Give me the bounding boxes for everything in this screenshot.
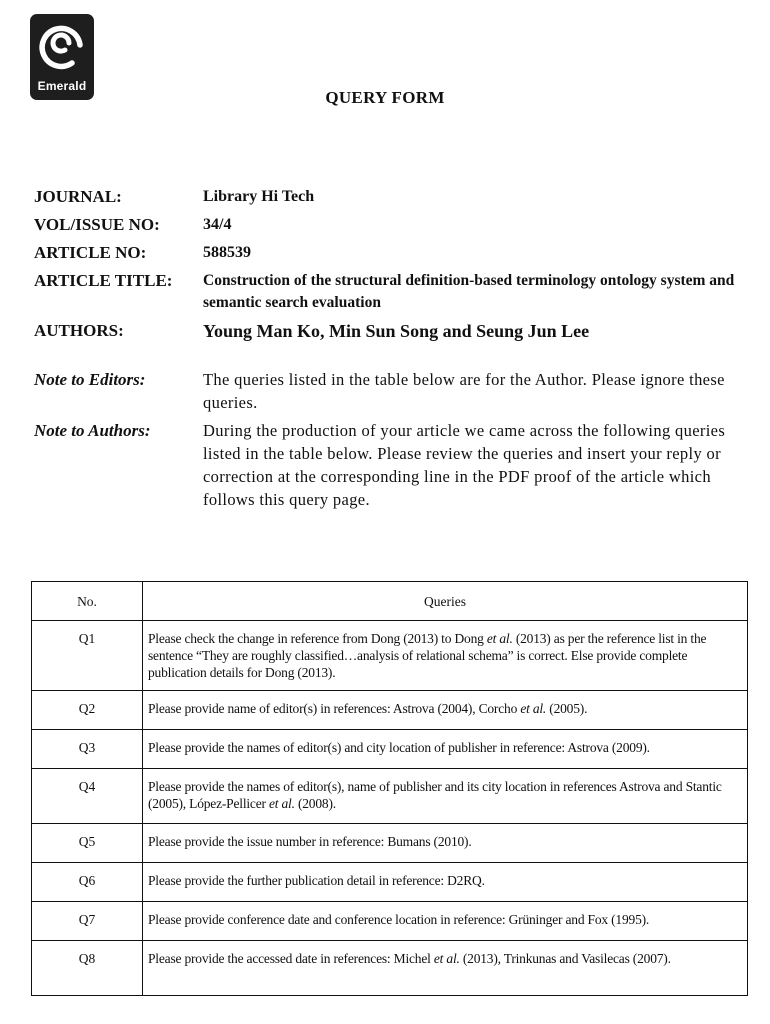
article-no-row	[34, 242, 754, 264]
query-text: Please provide the names of editor(s) and city location of publisher in reference: Astrova (2009).	[143, 730, 748, 769]
emerald-e-icon	[38, 23, 86, 75]
journal-value: Library Hi Tech	[203, 188, 315, 205]
query-text: Please provide the further publication detail in reference: D2RQ.	[143, 863, 748, 902]
query-text: Please provide name of editor(s) in references: Astrova (2004), Corcho et al. (2005).	[143, 691, 748, 730]
note-to-authors	[34, 419, 759, 511]
header-queries: Queries	[143, 582, 748, 621]
article-metadata	[34, 186, 754, 348]
article-title-row	[34, 270, 754, 314]
page-title: QUERY FORM	[325, 88, 445, 107]
table-row	[32, 691, 748, 730]
note-to-editors	[34, 368, 759, 414]
note-authors-text: During the production of your article we came across the following queries listed in the table below. Please review the queries and insert your reply or correction at the corresponding line in the PDF proof of the article which follows this query page.	[203, 421, 726, 509]
query-number: Q7	[32, 902, 143, 941]
query-number: Q8	[32, 941, 143, 996]
article-no-value: 588539	[203, 244, 251, 261]
vol-issue-value: 34/4	[203, 216, 232, 233]
table-row	[32, 941, 748, 996]
article-no-label: ARTICLE NO:	[34, 243, 147, 262]
notes-section	[34, 368, 759, 516]
note-editors-label: Note to Editors:	[34, 370, 146, 389]
header-no: No.	[32, 582, 143, 621]
logo-text: Emerald	[37, 79, 87, 93]
query-number: Q1	[32, 621, 143, 691]
query-number: Q2	[32, 691, 143, 730]
table-row	[32, 621, 748, 691]
query-text: Please check the change in reference from Dong (2013) to Dong et al. (2013) as per the reference list in the sentence “They are roughly classified…analysis of relational schema” is correct. Else provide complete publication details for Dong (2013).	[143, 621, 748, 691]
authors-value: Young Man Ko, Min Sun Song and Seung Jun Lee	[203, 321, 590, 341]
journal-label: JOURNAL:	[34, 187, 122, 206]
table-header-row	[32, 582, 748, 621]
note-authors-label: Note to Authors:	[34, 421, 151, 440]
note-editors-text: The queries listed in the table below are for the Author. Please ignore these queries.	[203, 370, 725, 412]
query-text: Please provide conference date and conference location in reference: Grüninger and Fox (1995).	[143, 902, 748, 941]
query-text: Please provide the accessed date in references: Michel et al. (2013), Trinkunas and Vasilecas (2007).	[143, 941, 748, 996]
table-row	[32, 824, 748, 863]
query-table	[31, 581, 748, 996]
table-row	[32, 730, 748, 769]
query-number: Q3	[32, 730, 143, 769]
table-row	[32, 863, 748, 902]
authors-row	[34, 320, 754, 342]
query-number: Q4	[32, 769, 143, 824]
authors-label: AUTHORS:	[34, 321, 124, 340]
vol-issue-row	[34, 214, 754, 236]
query-number: Q5	[32, 824, 143, 863]
article-title-value: Construction of the structural definition-based terminology ontology system and semantic search evaluation	[203, 272, 735, 311]
table-row	[32, 769, 748, 824]
query-text: Please provide the issue number in reference: Bumans (2010).	[143, 824, 748, 863]
journal-row	[34, 186, 754, 208]
query-text: Please provide the names of editor(s), name of publisher and its city location in references Astrova and Stantic (2005), López-Pellicer et al. (2008).	[143, 769, 748, 824]
article-title-label: ARTICLE TITLE:	[34, 271, 173, 290]
vol-issue-label: VOL/ISSUE NO:	[34, 215, 160, 234]
query-number: Q6	[32, 863, 143, 902]
table-row	[32, 902, 748, 941]
